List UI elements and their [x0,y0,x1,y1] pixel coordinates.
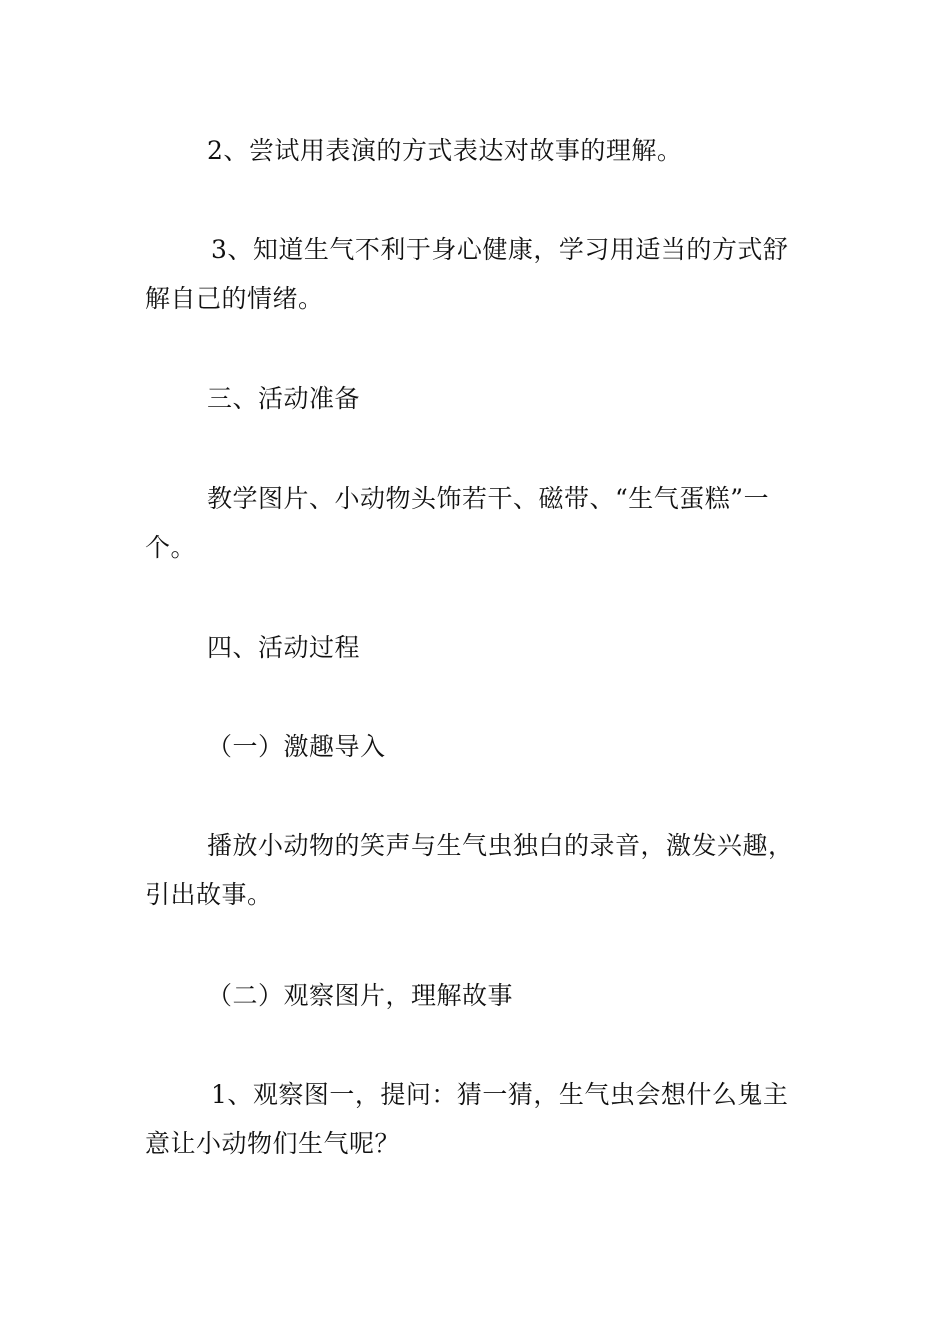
heading-activity-process: 四、活动过程 [207,633,361,662]
subheading-observe-pictures: （二）观察图片，理解故事 [207,981,514,1010]
subheading-introduction: （一）激趣导入 [207,732,386,761]
paragraph-observe-picture-1: 1、观察图一，提问：猜一猜，生气虫会想什么鬼主意让小动物们生气呢？ [145,1080,789,1158]
paragraph-materials: 教学图片、小动物头饰若干、磁带、“生气蛋糕”一个。 [145,484,770,562]
paragraph-introduction: 播放小动物的笑声与生气虫独白的录音，激发兴趣，引出故事。 [145,831,794,909]
paragraph-goal-2: 2、尝试用表演的方式表达对故事的理解。 [207,136,683,165]
paragraph-goal-3: 3、知道生气不利于身心健康，学习用适当的方式舒解自己的情绪。 [145,235,789,313]
heading-activity-preparation: 三、活动准备 [207,384,361,413]
